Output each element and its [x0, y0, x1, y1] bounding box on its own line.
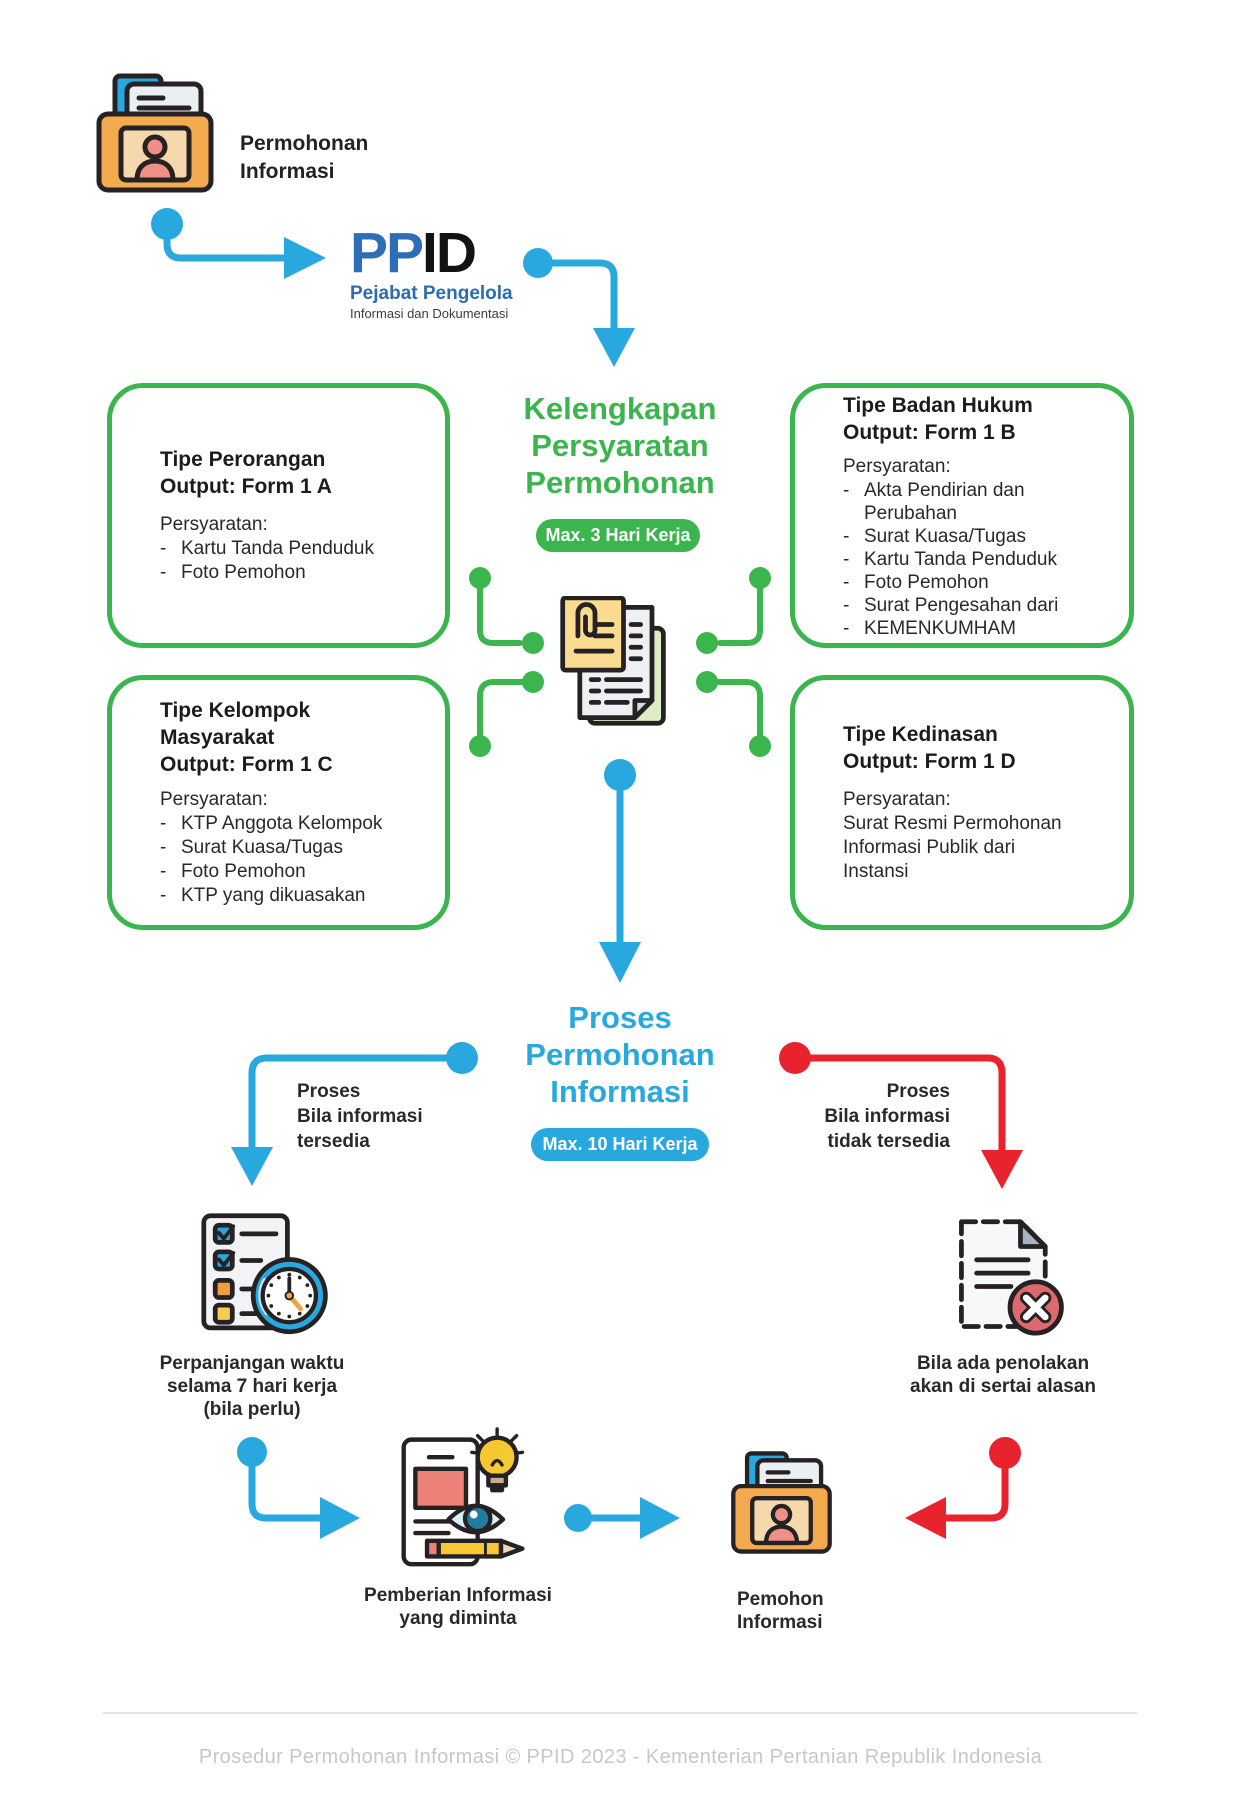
box1-items	[160, 537, 431, 585]
checklist-clock-icon	[181, 1212, 333, 1345]
connector-box3-to-document	[469, 671, 544, 757]
list-item: - Surat Kuasa/Tugas	[160, 837, 343, 858]
list-item: - KEMENKUMHAM	[843, 617, 1017, 639]
ppid-subtitle-2: Informasi dan Dokumentasi	[350, 306, 509, 321]
connector-box1-to-document	[469, 567, 544, 654]
connector-delivery-to-applicant	[564, 1497, 680, 1539]
box2-title: Tipe Badan Hukum Output: Form 1 B	[843, 393, 1033, 444]
list-item: - KTP Anggota Kelompok	[160, 813, 383, 834]
branch-available-label: Proses Bila informasi tersedia	[297, 1081, 423, 1152]
extension-caption: Perpanjangan waktu selama 7 hari kerja (bila perlu)	[159, 1353, 345, 1420]
start-label	[240, 130, 368, 186]
connector-document-to-stage2	[599, 759, 641, 983]
list-item: - Surat Pengesahan dari	[843, 594, 1059, 616]
list-item: - Kartu Tanda Penduduk	[160, 538, 374, 559]
stage1-title-line3: Permohonan	[525, 465, 715, 500]
footer-text: Prosedur Permohonan Informasi © PPID 2023 - Kementerian Pertanian Republik Indonesia	[198, 1746, 1043, 1768]
start-label-line1: Permohonan	[240, 132, 369, 155]
stage2-duration-badge: Max. 10 Hari Kerja	[531, 1128, 709, 1161]
connector-box2-to-document	[696, 567, 771, 654]
applicant-caption: Pemohon Informasi	[737, 1589, 824, 1633]
box3-title: Tipe Kelompok Masyarakat Output: Form 1 C	[160, 699, 333, 776]
box-tipe-badan-hukum	[790, 383, 1134, 648]
connector-ppid-to-stage1	[523, 248, 635, 367]
list-item: - KTP yang dikuasakan	[160, 885, 366, 906]
clipped-document-icon	[557, 596, 671, 729]
box-tipe-kelompok-masyarakat	[107, 675, 450, 930]
list-item: - Foto Pemohon	[160, 861, 306, 882]
box4-title: Tipe Kedinasan Output: Form 1 D	[843, 723, 1016, 773]
box4-lines: Surat Resmi Permohonan Informasi Publik dari Instansi	[843, 813, 1062, 882]
list-item: - Akta Pendirian dan Perubahan	[843, 479, 1025, 524]
footer-divider	[103, 1712, 1137, 1714]
connector-extension-to-delivery	[237, 1437, 360, 1539]
stage1-title-line1: Kelengkapan	[523, 391, 717, 426]
box1-req-label: Persyaratan:	[160, 514, 268, 535]
document-review-icon	[392, 1426, 538, 1572]
connector-start-to-ppid	[151, 208, 326, 279]
list-item: - Surat Kuasa/Tugas	[843, 525, 1026, 547]
ppid-word-blue: PP	[350, 221, 423, 285]
stage2-title-line1: Proses	[568, 1000, 672, 1035]
ppid-logo	[350, 221, 513, 321]
start-label-line2: Informasi	[240, 160, 335, 183]
stage1-title	[420, 390, 820, 501]
list-item: - Kartu Tanda Penduduk	[843, 548, 1057, 570]
box-tipe-kedinasan	[790, 675, 1134, 930]
stage1-title-line2: Persyaratan	[531, 428, 709, 463]
box-tipe-perorangan	[107, 383, 450, 648]
box2-req-label: Persyaratan:	[843, 455, 951, 477]
box3-items	[160, 812, 431, 908]
box1-title: Tipe Perorangan Output: Form 1 A	[160, 448, 332, 498]
list-item: - Foto Pemohon	[843, 571, 989, 593]
connector-rejection-to-applicant	[905, 1437, 1021, 1539]
ppid-wordmark	[350, 221, 513, 285]
branch-unavailable-label: Proses Bila informasi tidak tersedia	[824, 1081, 950, 1152]
stage2-title-line3: Informasi	[550, 1074, 690, 1109]
document-rejected-icon	[950, 1214, 1070, 1338]
connector-box4-to-document	[696, 671, 771, 757]
folder-documents-icon	[728, 1450, 835, 1555]
box3-req-label: Persyaratan:	[160, 789, 268, 810]
list-item: - Foto Pemohon	[160, 562, 306, 583]
folder-documents-icon	[93, 72, 217, 194]
delivery-caption: Pemberian Informasi yang diminta	[364, 1585, 552, 1629]
box4-req-label: Persyaratan:	[843, 789, 951, 810]
ppid-word-black: ID	[422, 221, 476, 285]
ppid-subtitle-1: Pejabat Pengelola	[350, 283, 513, 304]
rejection-caption: Bila ada penolakan akan di sertai alasan	[910, 1353, 1096, 1397]
stage2-title-line2: Permohonan	[525, 1037, 715, 1072]
stage1-duration-badge: Max. 3 Hari Kerja	[536, 519, 700, 552]
box2-items	[843, 479, 1115, 640]
